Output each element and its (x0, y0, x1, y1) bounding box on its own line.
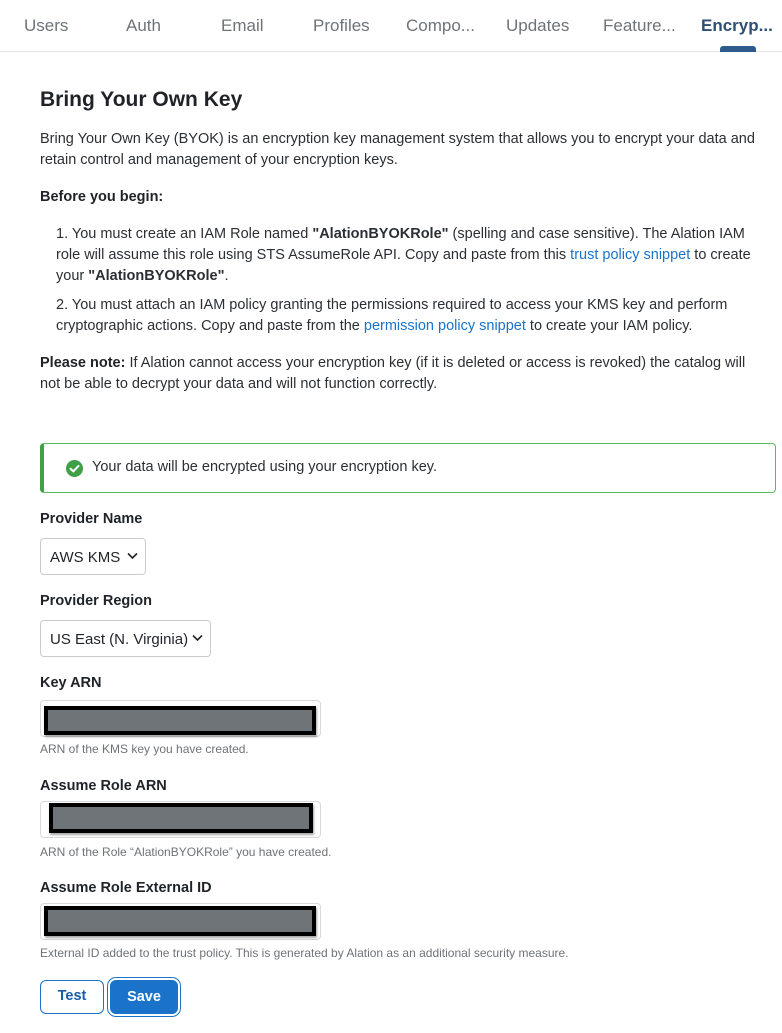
step-1-text-c: to create your (56, 247, 751, 284)
tab-components[interactable]: Compo... (406, 16, 475, 35)
external-id-help: External ID added to the trust policy. This is generated by Alation as an additional security measure. (40, 946, 569, 960)
redacted-value (44, 706, 316, 735)
page-title: Bring Your Own Key (40, 88, 243, 111)
check-circle-icon (66, 460, 83, 477)
save-button[interactable]: Save (110, 980, 178, 1014)
please-note (40, 353, 760, 395)
intro-paragraph: Bring Your Own Key (BYOK) is an encryption key management system that allows you to encrypt your data and retain control and management of your encryption keys. (40, 131, 755, 168)
external-id-input[interactable] (40, 903, 321, 940)
step-2-text-a: 2. You must attach an IAM policy granting the permissions required to access your KMS key and perform cryptographic actions. Copy and paste from the (56, 297, 728, 334)
chevron-down-icon (127, 552, 138, 560)
role-name-2: "AlationBYOKRole" (88, 268, 225, 284)
tab-users[interactable]: Users (24, 16, 69, 35)
provider-name-value: AWS KMS (50, 549, 121, 566)
key-arn-input[interactable] (40, 700, 321, 737)
provider-region-value: US East (N. Virginia) (50, 631, 189, 648)
chevron-down-icon (192, 634, 203, 642)
redacted-value (44, 906, 316, 936)
tab-features[interactable]: Feature... (603, 16, 676, 35)
tab-encryption[interactable]: Encryp... (701, 16, 773, 35)
external-id-label: Assume Role External ID (40, 880, 212, 896)
test-button[interactable]: Test (40, 980, 104, 1014)
tab-profiles[interactable]: Profiles (313, 16, 370, 35)
role-name: "AlationBYOKRole" (312, 226, 449, 242)
redacted-value (49, 803, 313, 833)
provider-region-label: Provider Region (40, 593, 152, 609)
assume-role-arn-help: ARN of the Role “AlationBYOKRole” you have created. (40, 845, 332, 859)
step-1-text-a: 1. You must create an IAM Role named (56, 226, 313, 242)
step-1-text-b: (spelling and case sensitive). The Alation IAM role will assume this role using STS AssumeRole API. Copy and paste from this (56, 226, 745, 263)
before-you-begin-heading (40, 187, 760, 208)
tab-auth[interactable]: Auth (126, 16, 161, 35)
step-1-text-d: . (224, 268, 229, 284)
provider-name-label: Provider Name (40, 511, 143, 527)
assume-role-arn-input[interactable] (40, 801, 321, 838)
provider-name-select[interactable] (40, 538, 146, 575)
step-2-text-b: to create your IAM policy. (525, 318, 693, 334)
key-arn-help: ARN of the KMS key you have created. (40, 742, 249, 756)
encryption-status-alert (40, 443, 776, 493)
before-you-begin-label: Before you begin: (40, 189, 164, 205)
step-1 (56, 224, 760, 287)
please-note-label: Please note: (40, 355, 126, 371)
key-arn-label: Key ARN (40, 675, 102, 691)
trust-policy-snippet-link[interactable]: trust policy snippet (570, 247, 691, 263)
active-tab-indicator (720, 46, 756, 52)
permission-policy-snippet-link[interactable]: permission policy snippet (363, 318, 526, 334)
provider-region-select[interactable] (40, 620, 211, 657)
alert-message: Your data will be encrypted using your encryption key. (92, 459, 437, 475)
settings-tab-bar (0, 0, 782, 52)
step-2 (56, 295, 760, 337)
tab-updates[interactable]: Updates (506, 16, 570, 35)
please-note-text: If Alation cannot access your encryption key (if it is deleted or access is revoked) the catalog will not be able to decrypt your data and will not function correctly. (40, 355, 746, 392)
assume-role-arn-label: Assume Role ARN (40, 778, 167, 794)
tab-email[interactable]: Email (221, 16, 264, 35)
